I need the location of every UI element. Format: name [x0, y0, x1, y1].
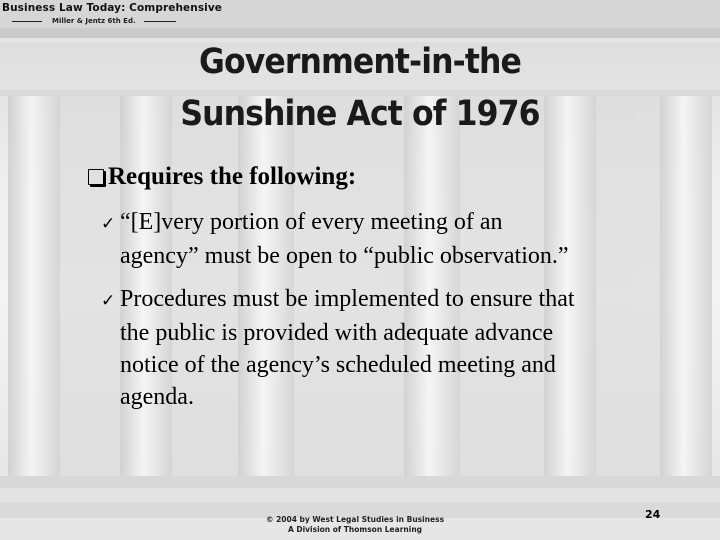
sub-bullet-1-line-1: “[E]very portion of every meeting of an	[120, 209, 503, 235]
sub-bullet-2-line-2: the public is provided with adequate advance	[120, 320, 554, 346]
main-bullet	[88, 163, 356, 191]
slide-title-line-2: Sunshine Act of 1976	[180, 94, 540, 134]
check-icon: ✓	[101, 214, 116, 234]
header-rule-left	[12, 21, 42, 22]
slide-title-line-1: Government-in-the	[199, 42, 521, 82]
check-icon: ✓	[101, 291, 116, 311]
sub-bullet-1-line-2: agency” must be open to “public observation.”	[120, 243, 569, 269]
copyright-line-2: A Division of Thomson Learning	[287, 525, 423, 534]
copyright-footer	[255, 515, 455, 535]
main-bullet-text: Requires the following:	[108, 163, 357, 190]
square-bullet-icon	[88, 169, 104, 185]
sub-bullet-1	[101, 206, 569, 272]
course-title: Business Law Today: Comprehensive	[2, 2, 223, 14]
slide-title	[144, 36, 576, 140]
course-subtitle-row	[2, 17, 202, 25]
sub-bullet-2-line-3: notice of the agency’s scheduled meeting and	[120, 352, 556, 378]
course-subtitle: Miller & Jentz 6th Ed.	[52, 17, 136, 25]
sub-bullet-2	[101, 283, 575, 413]
sub-bullet-2-line-4: agenda.	[120, 384, 194, 410]
sub-bullet-2-line-1: Procedures must be implemented to ensure that	[120, 286, 575, 312]
header-rule-right	[144, 21, 176, 22]
course-header	[2, 2, 223, 25]
page-number: 24	[645, 508, 661, 521]
copyright-line-1: © 2004 by West Legal Studies in Business	[265, 515, 445, 524]
